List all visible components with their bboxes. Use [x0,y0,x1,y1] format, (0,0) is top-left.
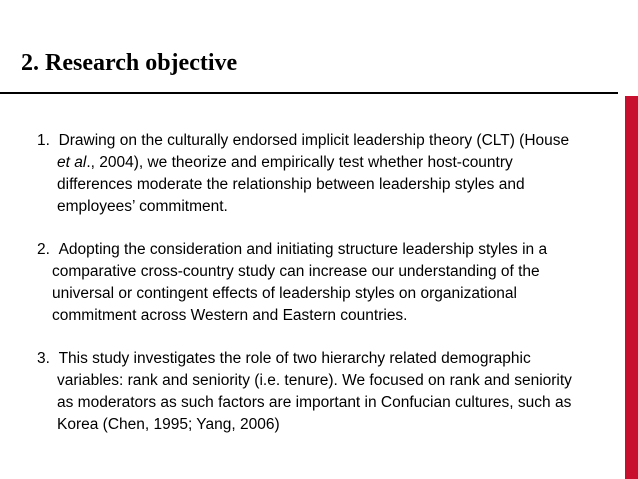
objective-1-line-4: employees’ commitment. [57,198,228,215]
objective-3-text-1: This study investigates the role of two hierarchy related demographic [58,350,531,367]
objective-1-line-3: differences moderate the relationship between leadership styles and [57,176,525,193]
objective-1-line-1 [37,130,617,152]
objective-1-text-1: Drawing on the culturally endorsed implicit leadership theory (CLT) (House [58,132,570,149]
accent-bar [625,96,638,479]
objective-item-2 [37,239,617,327]
objective-2-line-4: commitment across Western and Eastern countries. [52,307,408,324]
objective-3-number: 3. [37,350,50,367]
slide-title: 2. Research objective [21,50,238,76]
objective-2-line-3: universal or contingent effects of leadership styles on organizational [52,285,517,302]
objective-2-line-2: comparative cross-country study can increase our understanding of the [52,263,540,280]
objective-2-number: 2. [37,241,50,258]
objective-3-line-4: Korea (Chen, 1995; Yang, 2006) [57,416,280,433]
title-divider [0,92,618,94]
objective-2-text-1: Adopting the consideration and initiating structure leadership styles in a [58,241,548,258]
objective-item-1 [37,130,617,218]
objective-1-italic-citation: et al [57,154,87,171]
objective-3-line-2: variables: rank and seniority (i.e. tenure). We focused on rank and seniority [57,372,572,389]
objective-1-text-2: ., 2004), we theorize and empirically test whether host-country [86,154,513,171]
objective-3-line-1 [37,348,617,370]
objective-2-line-1 [37,239,617,261]
objective-3-line-3: as moderators as such factors are important in Confucian cultures, such as [57,394,572,411]
objective-1-line-2 [37,152,617,174]
objective-1-number: 1. [37,132,50,149]
objective-item-3 [37,348,617,436]
objectives-list [37,130,617,457]
